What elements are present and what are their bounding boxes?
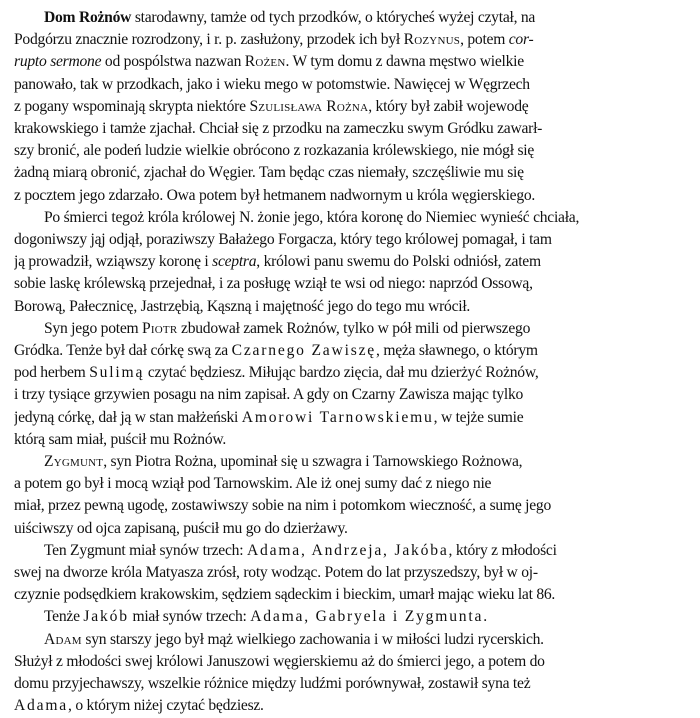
paragraph	[14, 540, 690, 607]
text-segment: czyznie podsędkiem krakowskim, sędziem sądeckim i bieckim, umarł mając wieku lat 86.	[14, 586, 556, 604]
text-line	[14, 96, 690, 118]
text-segment-sp: Sulimą	[89, 364, 145, 382]
text-segment-bold: Dom Rożnów	[44, 9, 132, 26]
text-segment: zbudował zamek Rożnów, tylko w pół mili od pierwszego	[177, 319, 531, 337]
text-segment: i trzy tysiące grzywien posagu na nim zapisał. A gdy on Czarny Zawisza mając tylko	[14, 386, 524, 404]
paragraph	[14, 606, 690, 628]
text-line	[14, 7, 690, 29]
text-segment: żadną miarą obronić, zjachał do Węgier. Tam będąc czas niemały, szczęśliwie mu się	[14, 164, 524, 182]
text-segment: domu przyjechawszy, wszelkie różnice między ludźmi porównywał, zostawił syna też	[14, 675, 531, 693]
text-segment: czytać będziesz. Miłując bardzo zięcia, dał mu dzierżyć Rożnów,	[144, 364, 539, 382]
text-line	[14, 118, 690, 140]
text-segment-sp: Amorowi Tarnowskiemu	[241, 408, 434, 426]
text-line	[14, 384, 690, 406]
text-line	[14, 296, 690, 318]
text-segment: od pospólstwa nazwan	[101, 53, 245, 71]
text-segment: , w tejże sumie	[433, 408, 524, 426]
text-segment: , który był zabił wojewodę	[368, 97, 529, 115]
text-segment: miał, przez pewną ugodę, zostawiwszy sobie na nim i potomkom wieczność, a sumę jego	[14, 497, 552, 515]
text-segment-sp: Jakób	[83, 608, 129, 626]
text-segment: , królowi panu swemu do Polski odniósł, zatem	[256, 253, 541, 271]
text-segment-sc: Rożen	[244, 53, 286, 71]
text-line	[14, 584, 690, 606]
text-line	[14, 185, 690, 207]
text-segment: pod herbem	[14, 364, 90, 382]
paragraph	[14, 318, 690, 451]
text-segment-sp: Adama, Gabryela i Zygmunta	[250, 608, 484, 626]
text-line	[14, 451, 690, 473]
paragraph	[14, 7, 690, 207]
text-line	[14, 540, 690, 562]
text-segment: z pocztem jego zdarzało. Owa potem był hetmanem nadwornym u króla węgierskiego.	[14, 186, 536, 204]
text-segment-sc: Rozynus	[403, 31, 461, 49]
text-segment-sc: Szulisława Rożna	[249, 97, 369, 115]
text-segment: jedyną córkę, dał ją w stan małżeński	[14, 408, 242, 426]
text-segment: Ten Zygmunt miał synów trzech:	[44, 541, 247, 559]
text-segment: szy bronić, ale podeń ludzie wielkie obrócono z rozkazania królewskiego, nie mógł się	[14, 142, 535, 160]
text-segment: , potem	[460, 31, 509, 49]
text-line	[14, 140, 690, 162]
text-line	[14, 407, 690, 429]
text-line	[14, 74, 690, 96]
text-segment: panowało, tak w przodkach, jako i wieku mego w potomstwie. Nawięcej w Węgrzech	[14, 75, 530, 93]
text-line	[14, 251, 690, 273]
text-segment-sp: Czarnego Zawiszę	[231, 342, 377, 360]
text-segment: Gródka. Tenże był dał córkę swą za	[14, 342, 232, 360]
text-line	[14, 162, 690, 184]
text-segment-sc: Piotr	[142, 319, 178, 337]
text-segment: , o którym niżej czytać będziesz.	[68, 697, 264, 715]
text-line	[14, 273, 690, 295]
text-segment: ją prowadził, wziąwszy koronę i	[14, 253, 213, 271]
text-line	[14, 51, 690, 73]
text-segment-it: sceptra	[212, 253, 257, 271]
text-line	[14, 340, 690, 362]
paragraph	[14, 629, 690, 718]
text-segment: Tenże	[44, 608, 84, 626]
text-segment: Borową, Pałecznicę, Jastrzębią, Kąszną i majętność jego do tego mu wrócił.	[14, 297, 471, 315]
text-segment: syn starszy jego był mąż wielkiego zachowania i w miłości ludzi rycerskich.	[81, 630, 544, 648]
text-segment: Po śmierci tegoż króla królowej N. żonie jego, która koronę do Niemiec wynieść chciała,	[44, 208, 580, 226]
text-segment: Syn jego potem	[44, 319, 143, 337]
text-segment: dogoniwszy jąj odjął, poraziwszy Bałażego Forgacza, który tego królowej pomagał, i tam	[14, 231, 552, 249]
text-line	[14, 29, 690, 51]
text-line	[14, 429, 690, 451]
text-line	[14, 673, 690, 695]
text-line	[14, 695, 690, 717]
text-segment: krakowskiego i tamże zjachał. Chciał się z przodku na zameczku swym Gródku zawarł-	[14, 120, 543, 138]
text-segment: z pogany wspominają skrypta niektóre	[14, 97, 250, 115]
text-segment: , który z młodości	[448, 541, 557, 559]
text-segment: Służył z młodości swej królowi Januszowi węgierskiemu aż do śmierci jego, a potem do	[14, 652, 545, 670]
text-segment-sp: Adama	[14, 697, 69, 715]
text-segment: starodawny, tamże od tych przodków, o którycheś wyżej czytał, na	[131, 9, 536, 26]
text-line	[14, 651, 690, 673]
text-line	[14, 362, 690, 384]
text-segment: którą sam miał, puścił mu Rożnów.	[14, 430, 227, 448]
text-segment-sc: Adam	[44, 630, 82, 648]
text-line	[14, 318, 690, 340]
text-segment: .	[483, 608, 487, 626]
text-line	[14, 495, 690, 517]
text-line	[14, 606, 690, 628]
text-line	[14, 629, 690, 651]
text-line	[14, 473, 690, 495]
text-segment: , męża sławnego, o którym	[376, 342, 538, 360]
text-line	[14, 207, 690, 229]
text-line	[14, 229, 690, 251]
text-segment-sp: Adama, Andrzeja, Jakóba	[246, 541, 449, 559]
text-segment-sc: Zygmunt	[44, 453, 104, 471]
text-segment: miał synów trzech:	[128, 608, 251, 626]
text-segment-it: cor-	[508, 31, 534, 49]
paragraph	[14, 207, 690, 318]
text-line	[14, 518, 690, 540]
text-segment: . W tym domu z dawna męstwo wielkie	[285, 53, 524, 71]
paragraph	[14, 451, 690, 540]
text-segment-it: rupto sermone	[14, 53, 102, 71]
text-segment: sobie laskę królewską przejednał, i za posługę wziął te wsi od niego: naprzód Ossową,	[14, 275, 533, 293]
text-segment: , syn Piotra Rożna, upominał się u szwagra i Tarnowskiego Rożnowa,	[103, 453, 523, 471]
text-segment: uiściwszy od ojca zapisaną, puścił mu go do dzierżawy.	[14, 519, 348, 537]
text-segment: Podgórzu znacznie rozrodzony, i r. p. zasłużony, przodek ich był	[14, 31, 404, 49]
text-segment: swej na dworze króla Matyasza zrósł, roty wodząc. Potem do lat przyszedszy, był w oj-	[14, 564, 538, 582]
text-segment: a potem go był i mocą wziął pod Tarnowskim. Ale iż onej sumy dać z niego nie	[14, 475, 492, 493]
text-line	[14, 562, 690, 584]
